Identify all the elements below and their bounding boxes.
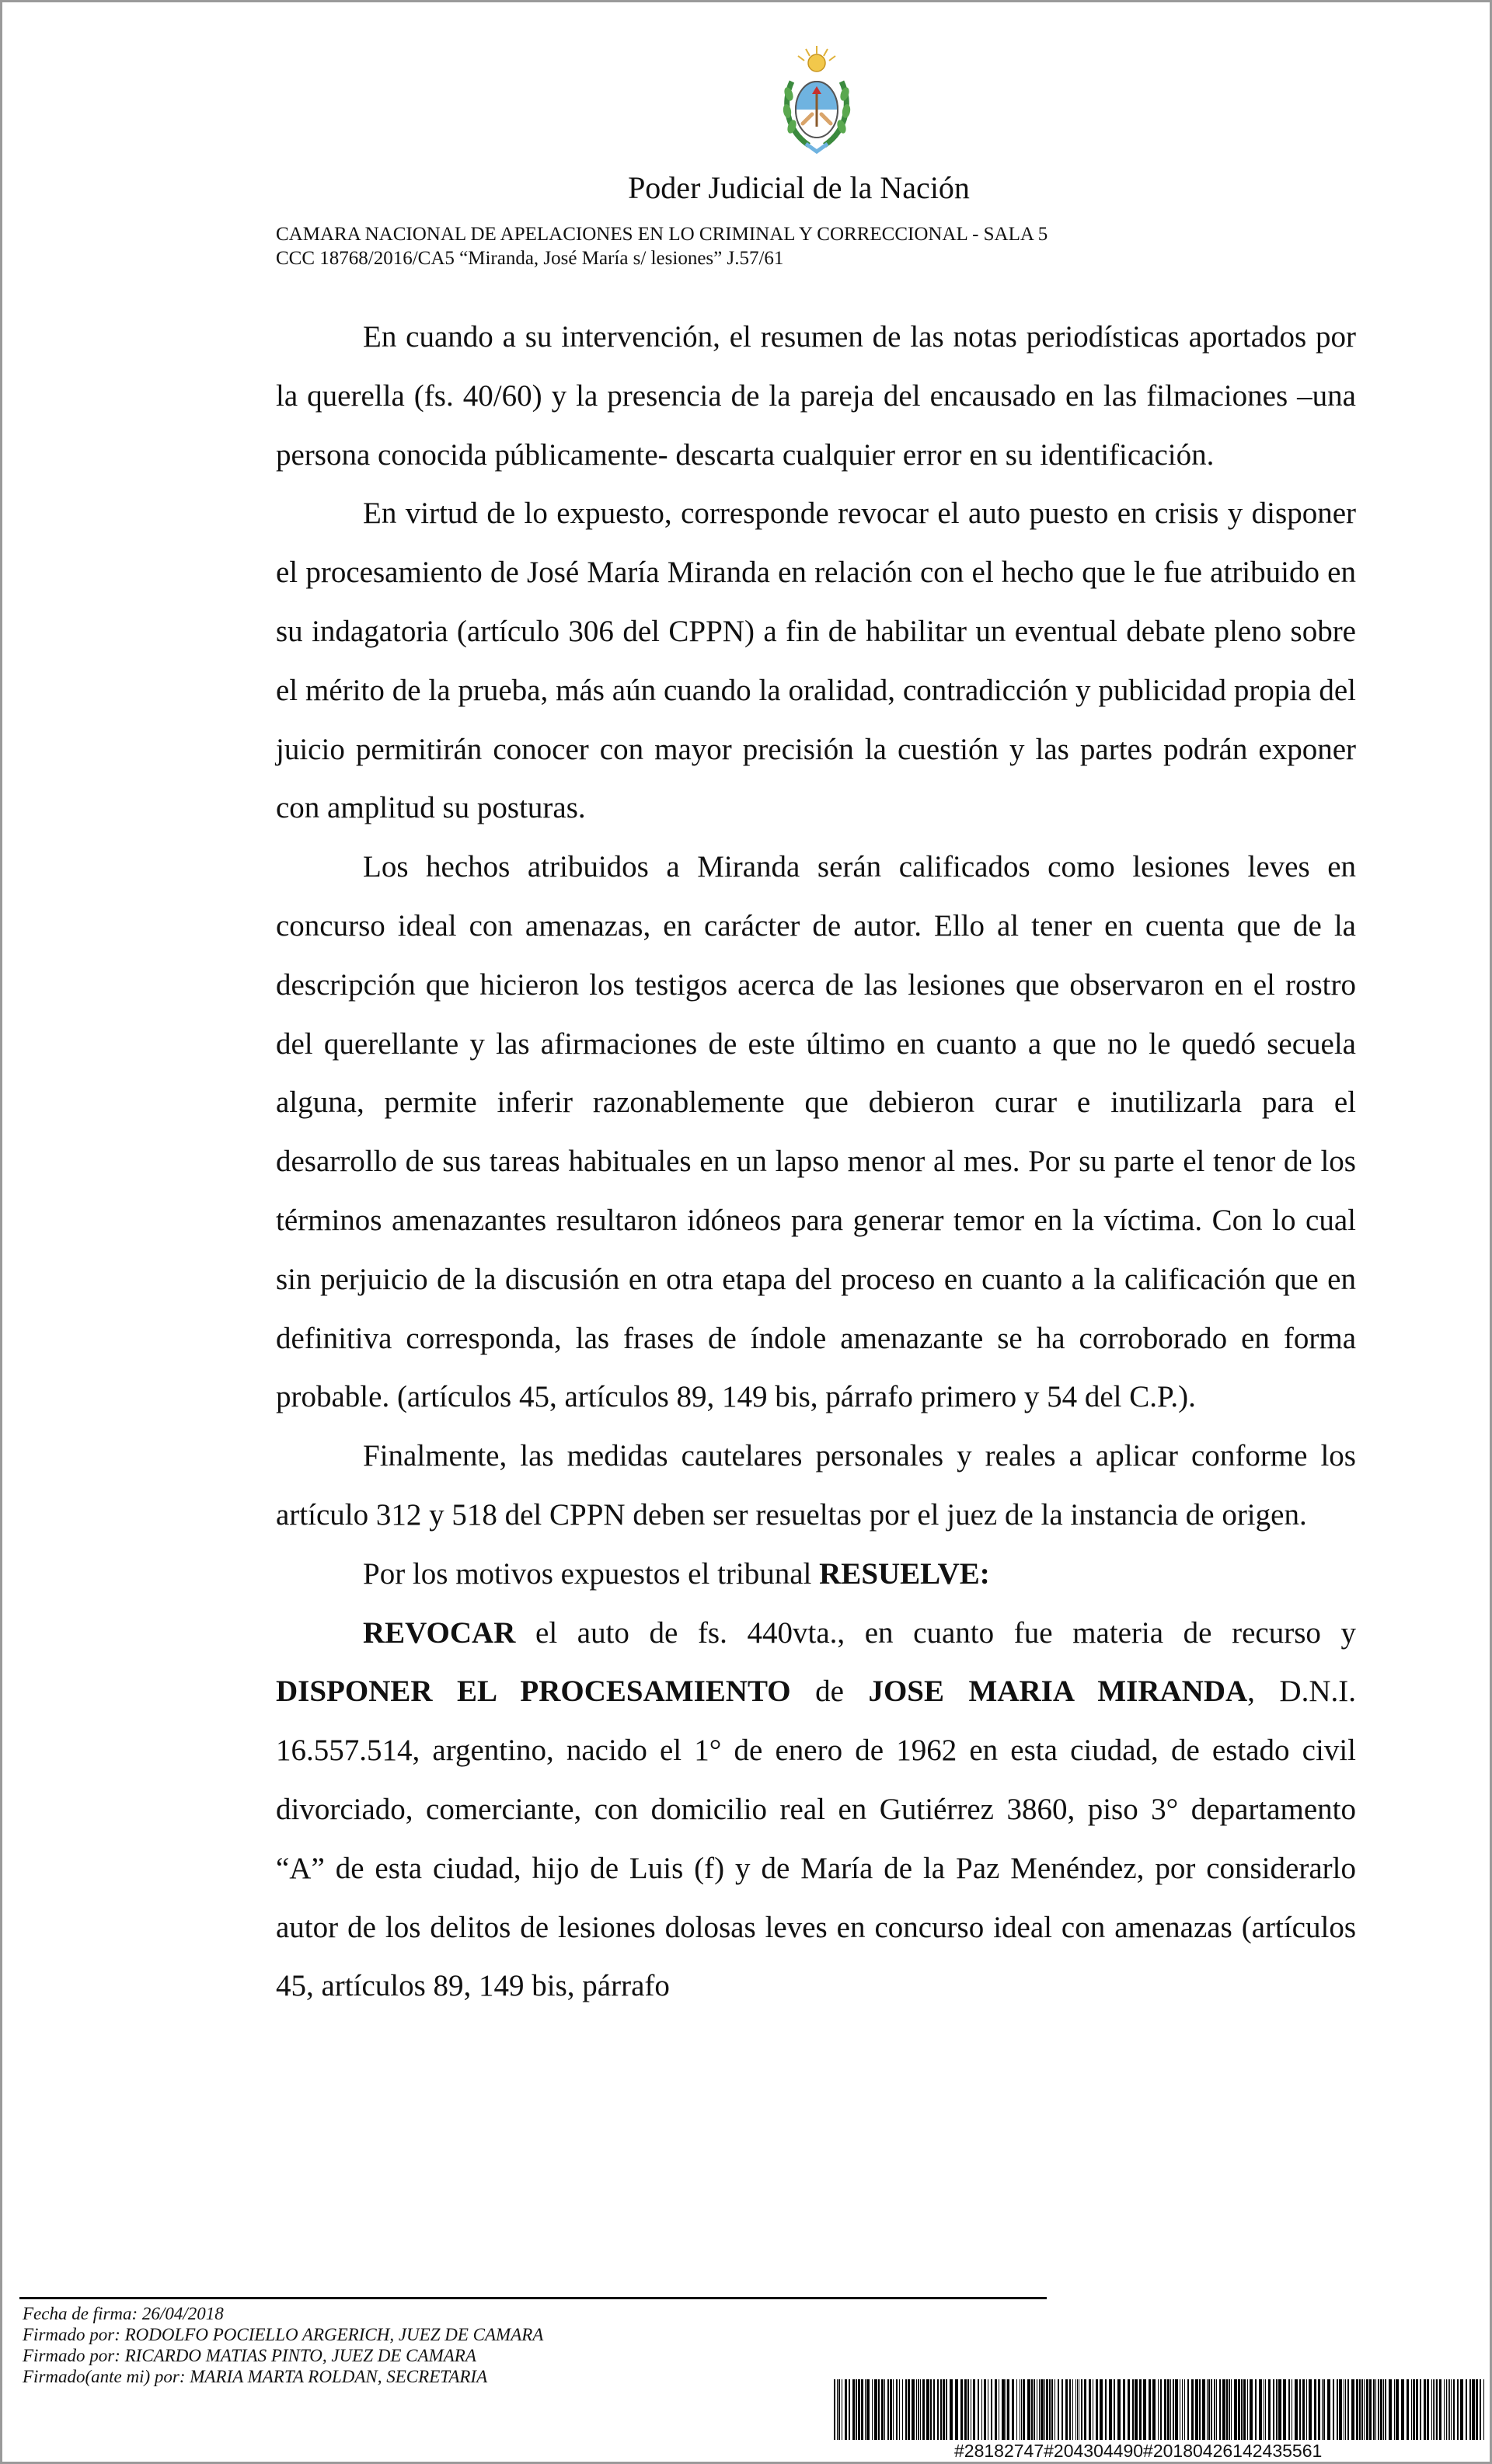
document-body	[276, 308, 1356, 2016]
prosecution-keyword: DISPONER EL PROCESAMIENTO	[276, 1675, 791, 1709]
barcode-icon	[834, 2379, 1487, 2440]
paragraph-identification: En cuando a su intervención, el resumen de las notas periodísticas aportados por la querella (fs. 40/60) y la presencia de la pareja del encausado en las filmaciones –una persona conocida públicamente- descarta cualquier error en su identificación.	[276, 320, 1356, 472]
revoke-keyword: REVOCAR	[363, 1615, 516, 1650]
paragraph-precautionary-measures: Finalmente, las medidas cautelares personales y reales a aplicar conforme los artículo 312 y 518 del CPPN deben ser resueltas por el juez de la instancia de origen.	[276, 1439, 1356, 1532]
national-coat-of-arms-icon	[775, 43, 859, 159]
case-reference: CCC 18768/2016/CA5 “Miranda, José María s/ lesiones” J.57/61	[276, 248, 784, 269]
defendant-name: JOSE MARIA MIRANDA	[868, 1675, 1248, 1709]
signature-block	[23, 2303, 543, 2387]
resolution-intro-text: Por los motivos expuestos el tribunal	[363, 1556, 820, 1591]
footer-divider	[19, 2297, 1047, 2299]
page-title: Poder Judicial de la Nación	[628, 170, 970, 205]
signature-judge-1: Firmado por: RODOLFO POCIELLO ARGERICH, JUEZ DE CAMARA	[23, 2325, 544, 2344]
paragraph-legal-qualification: Los hechos atribuidos a Miranda serán calificados como lesiones leves en concurso ideal con amenazas, en carácter de autor. Ello al tener en cuenta que de la descripción que hicieron los testigos acerca de las lesiones que observaron en el rostro del querellante y las afirmaciones de este último en cuanto a que no le quedó secuela alguna, permite inferir razonablemente que debieron curar e inutilizarla para el desarrollo de sus tareas habituales en un lapso menor al mes. Por su parte el tenor de los términos amenazantes resultaron idóneos para generar temor en la víctima. Con lo cual sin perjuicio de la discusión en otra etapa del proceso en cuanto a la calificación que en definitiva corresponda, las frases de índole amenazante se ha corroborado en forma probable. (artículos 45, artículos 89, 149 bis, párrafo primero y 54 del C.P.).	[276, 850, 1356, 1414]
paragraph-revocation-reasoning: En virtud de lo expuesto, corresponde revocar el auto puesto en crisis y disponer el procesamiento de José María Miranda en relación con el hecho que le fue atribuido en su indagatoria (artículo 306 del CPPN) a fin de habilitar un eventual debate pleno sobre el mérito de la prueba, más aún cuando la oralidad, contradicción y publicidad propia del juicio permitirán conocer con mayor precisión la cuestión y las partes podrán exponer con amplitud su posturas.	[276, 497, 1356, 825]
signature-date: Fecha de firma: 26/04/2018	[23, 2304, 224, 2323]
court-name: CAMARA NACIONAL DE APELACIONES EN LO CRIMINAL Y CORRECCIONAL - SALA 5	[276, 224, 1048, 245]
resolution-text-1: el auto de fs. 440vta., en cuanto fue materia de recurso y	[515, 1615, 1356, 1650]
paragraph-resolution-intro	[276, 1545, 1356, 1604]
signature-secretary: Firmado(ante mi) por: MARIA MARTA ROLDAN, SECRETARIA	[23, 2367, 488, 2386]
signature-judge-2: Firmado por: RICARDO MATIAS PINTO, JUEZ DE CAMARA	[23, 2346, 476, 2365]
paragraph-resolution	[276, 1604, 1356, 2016]
barcode-number: #28182747#204304490#20180426142435561	[954, 2441, 1323, 2461]
resolution-text-3: , D.N.I. 16.557.514, argentino, nacido el 1° de enero de 1962 en esta ciudad, de estado civil divorciado, comerciante, con domicilio real en Gutiérrez 3860, piso 3° departamento “A” de esta ciudad, hijo de Luis (f) y de María de la Paz Menéndez, por considerarlo autor de los delitos de lesiones dolosas leves en concurso ideal con amenazas (artículos 45, artículos 89, 149 bis, párrafo	[276, 1675, 1357, 2003]
resolution-keyword: RESUELVE:	[819, 1556, 990, 1591]
resolution-text-2: de	[790, 1675, 869, 1709]
